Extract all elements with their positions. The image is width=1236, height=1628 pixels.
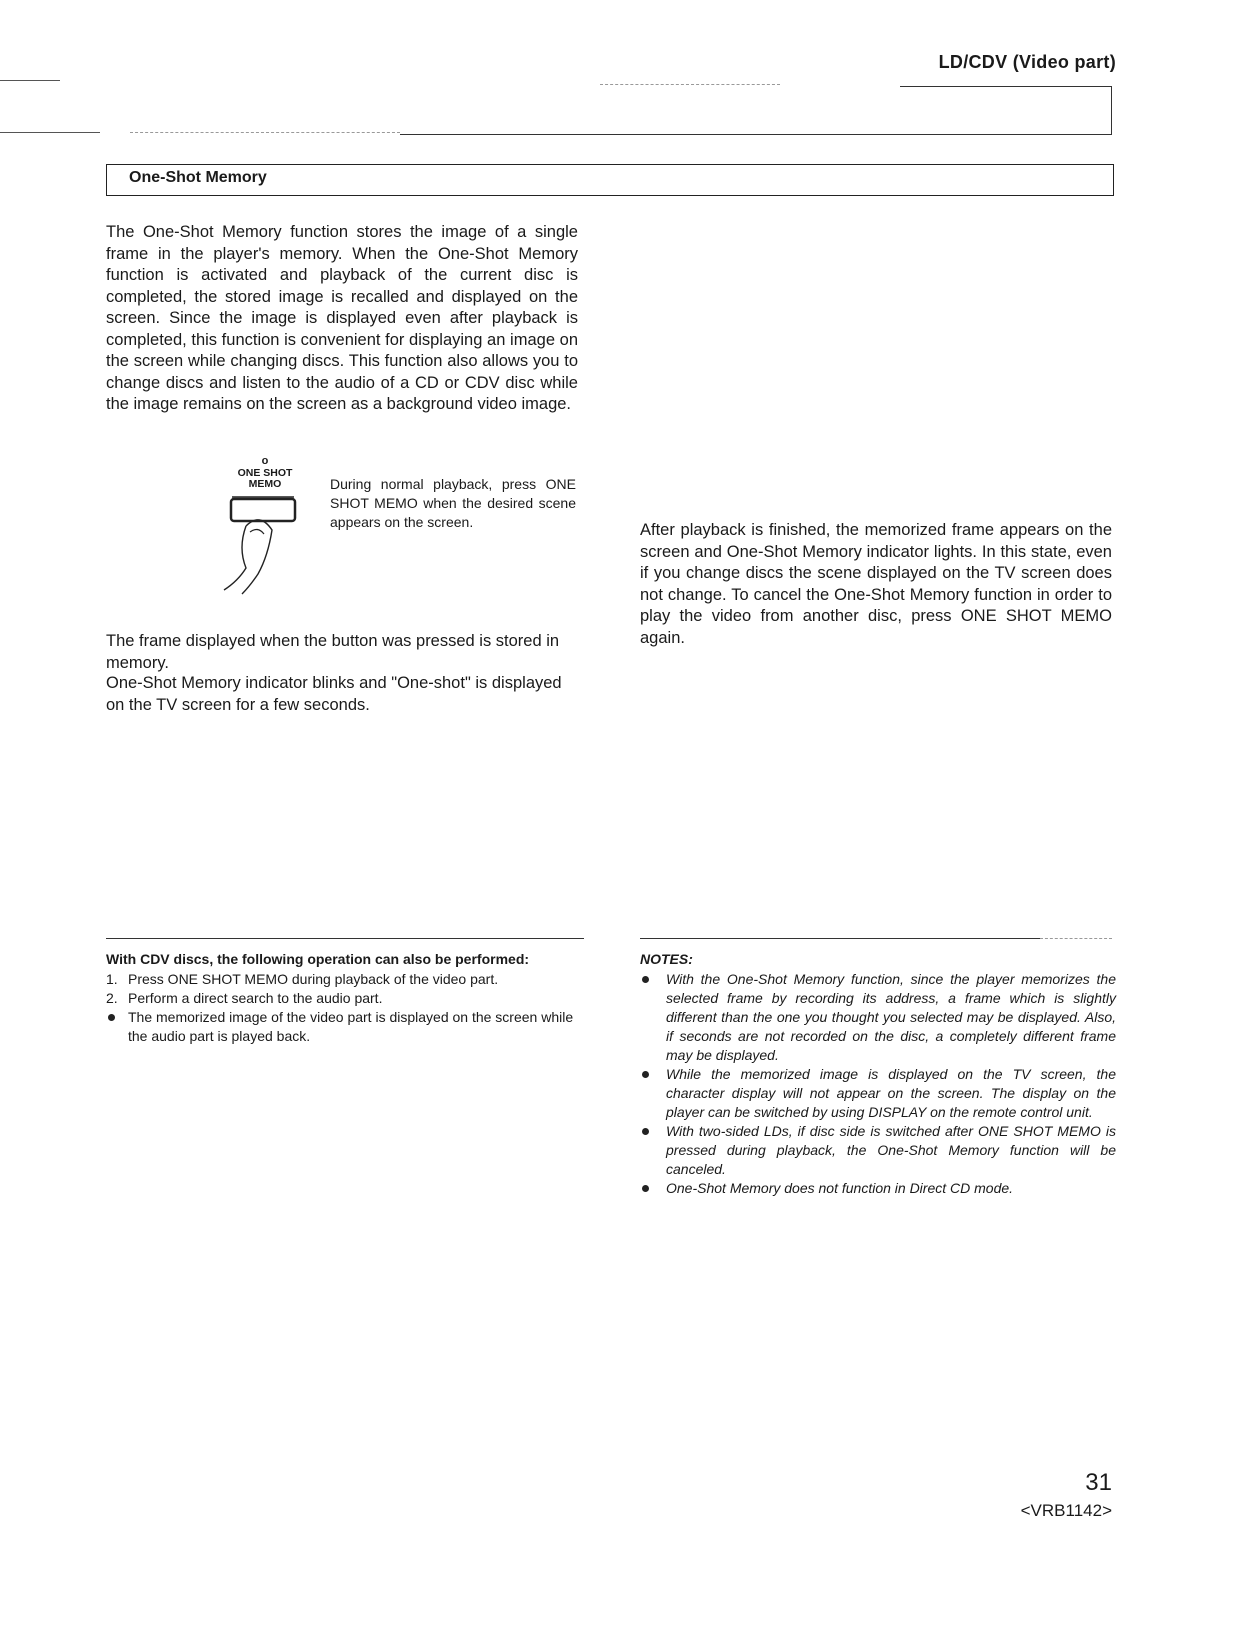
- bullet-icon: [642, 976, 649, 983]
- notes-section: [640, 950, 1116, 1198]
- section-title: One-Shot Memory: [129, 169, 267, 186]
- document-code: <VRB1142>: [1020, 1501, 1112, 1520]
- finger-press-icon: [210, 456, 320, 596]
- page-number: 31: [1085, 1469, 1112, 1496]
- button-label-line2: MEMO: [248, 478, 282, 490]
- notes-separator-dashed: [1040, 938, 1112, 939]
- header-rule-vertical: [1111, 86, 1112, 134]
- notes-heading: NOTES:: [640, 951, 693, 967]
- cdv-bullet-text: The memorized image of the video part is displayed on the screen while the audio part is played back.: [128, 1009, 574, 1044]
- bullet-icon: [642, 1128, 649, 1135]
- cdv-bullet-item: [106, 1008, 584, 1046]
- header-rule-lower-right: [400, 134, 1112, 135]
- note-item: [640, 1122, 1116, 1179]
- header-rule-left: [0, 80, 60, 81]
- header-rule-dashed: [600, 84, 780, 85]
- page-header-title: LD/CDV (Video part): [938, 52, 1116, 72]
- cdv-step-text: Perform a direct search to the audio part.: [128, 990, 383, 1006]
- note-text: One-Shot Memory does not function in Direct CD mode.: [666, 1180, 1014, 1196]
- button-label-line1: ONE SHOT: [237, 467, 293, 479]
- cdv-step: [106, 970, 584, 989]
- header-rule-lower-dashed: [130, 132, 400, 133]
- cdv-separator: [106, 938, 584, 939]
- cdv-step-text: Press ONE SHOT MEMO during playback of the video part.: [128, 971, 499, 987]
- bullet-icon: [642, 1071, 649, 1078]
- cdv-section: [106, 950, 584, 1046]
- indicator-paragraph: One-Shot Memory indicator blinks and "One-shot" is displayed on the TV screen for a few seconds.: [106, 674, 562, 714]
- header-rule-right: [900, 86, 1112, 87]
- bullet-icon: [642, 1185, 649, 1192]
- one-shot-memo-button-illustration: [210, 456, 320, 596]
- bullet-icon: [108, 1014, 115, 1021]
- note-item: [640, 970, 1116, 1065]
- stored-frame-paragraph: The frame displayed when the button was pressed is stored in memory.: [106, 632, 560, 672]
- note-item: [640, 1065, 1116, 1122]
- step-description: During normal playback, press ONE SHOT MEMO when the desired scene appears on the screen.: [330, 476, 576, 530]
- note-item: [640, 1179, 1116, 1198]
- note-text: With the One-Shot Memory function, since the player memorizes the selected frame by recording its address, a frame which is slightly different than the one you thought you selected may be displayed. Also, if seconds are not recorded on the disc, a completely different frame may be displayed.: [666, 971, 1116, 1063]
- section-title-box: [106, 164, 1114, 196]
- notes-separator: [640, 938, 1040, 939]
- cdv-heading: With CDV discs, the following operation can also be performed:: [106, 951, 530, 967]
- cdv-step: [106, 989, 584, 1008]
- cdv-step-marker: 2.: [106, 990, 118, 1006]
- after-playback-paragraph: After playback is finished, the memorized frame appears on the screen and One-Shot Memory indicator lights. In this state, even if you change discs the scene displayed on the TV screen does not change. To cancel the One-Shot Memory function in order to play the video from another disc, press ONE SHOT MEMO again.: [640, 521, 1112, 647]
- header-rule-lower-left: [0, 132, 100, 133]
- note-text: With two-sided LDs, if disc side is switched after ONE SHOT MEMO is pressed during playback, the One-Shot Memory function will be canceled.: [666, 1123, 1116, 1177]
- note-text: While the memorized image is displayed on the TV screen, the character display will not appear on the screen. The display on the player can be switched by using DISPLAY on the remote control unit.: [666, 1066, 1116, 1120]
- cdv-step-marker: 1.: [106, 971, 118, 987]
- intro-paragraph: The One-Shot Memory function stores the image of a single frame in the player's memory. When the One-Shot Memory function is activated and playback of the current disc is completed, the stored image is recalled and displayed on the screen. Since the image is displayed even after playback is completed, this function is convenient for displaying an image on the screen while changing discs. This function also allows you to change discs and listen to the audio of a CD or CDV disc while the image remains on the screen as a background video image.: [106, 223, 578, 413]
- indicator-symbol: o: [261, 455, 269, 467]
